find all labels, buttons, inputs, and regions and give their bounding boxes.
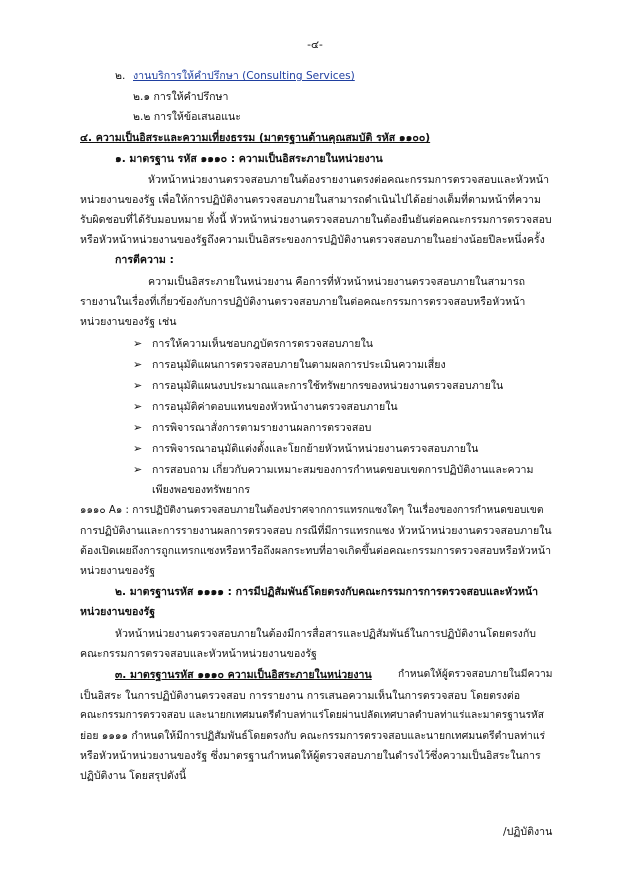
bullet-item: การให้ความเห็นชอบกฎบัตรการตรวจสอบภายใน [152, 338, 374, 350]
bullet-item-continuation: เพียงพอของทรัพยากร [152, 484, 251, 496]
paragraph3-line: ต้องเปิดเผยถึงการถูกแทรกแซงหรือหารือถึงผลกระทบที่อาจเกิดขึ้นต่อคณะกรรมการตรวจสอบหรือหัวหน้า [80, 545, 552, 557]
paragraph5-line: คณะกรรมการตรวจสอบ และนายกเทศมนตรีตำบลท่าแร่โดยผ่านปลัดเทศบาลตำบลท่าแร่และมาตรฐานรหัส [80, 710, 544, 721]
section2-sub1: ๒.๑ การให้คำปรึกษา [133, 91, 229, 103]
paragraph4-line: หัวหน้าหน่วยงานตรวจสอบภายในต้องมีการสื่อสารและปฏิสัมพันธ์ในการปฏิบัติงานโดยตรงกับ [115, 628, 536, 640]
continuation-marker: /ปฏิบัติงาน [503, 826, 553, 838]
arrow-bullet-icon: ➢ [133, 442, 143, 455]
page-number: -๔- [307, 39, 323, 51]
paragraph3-line: การปฏิบัติงานและการรายงานผลการตรวจสอบ กรณีที่มีการแทรกแซง หัวหน้าหน่วยงานตรวจสอบภายใน [80, 525, 552, 537]
paragraph1-line: รับผิดชอบที่ได้รับมอบหมาย ทั้งนี้ หัวหน้าหน่วยงานตรวจสอบภายในต้องยืนยันต่อคณะกรรมการตรวจสอบ [80, 214, 552, 226]
arrow-bullet-icon: ➢ [133, 379, 143, 392]
arrow-bullet-icon: ➢ [133, 463, 143, 476]
arrow-bullet-icon: ➢ [133, 400, 143, 413]
bullet-item: การอนุมัติแผนงบประมาณและการใช้ทรัพยากรของหน่วยงานตรวจสอบภายใน [152, 380, 504, 392]
standard1-heading: ๑. มาตรฐาน รหัส ๑๑๑๐ : ความเป็นอิสระภายในหน่วยงาน [115, 153, 383, 165]
bullet-item: การอนุมัติค่าตอบแทนของหัวหน้างานตรวจสอบภายใน [152, 401, 398, 413]
bullet-item: การสอบถาม เกี่ยวกับความเหมาะสมของการกำหนดขอบเขตการปฏิบัติงานและความ [152, 464, 534, 476]
section2-number: ๒. [115, 70, 126, 82]
arrow-bullet-icon: ➢ [133, 358, 143, 371]
arrow-bullet-icon: ➢ [133, 421, 143, 434]
paragraph1-line: หน่วยงานของรัฐ เพื่อให้การปฏิบัติงานตรวจสอบภายในสามารถดำเนินไปได้อย่างเต็มที่ตามหน้าที่ความ [80, 194, 541, 206]
arrow-bullet-icon: ➢ [133, 337, 143, 350]
paragraph5-line: เป็นอิสระ ในการปฏิบัติงานตรวจสอบ การรายงาน การเสนอความเห็นในการตรวจสอบ โดยตรงต่อ [80, 690, 521, 702]
standard3-heading-tail: กำหนดให้ผู้ตรวจสอบภายในมีความ [398, 669, 553, 680]
section2-sub2: ๒.๒ การให้ข้อเสนอแนะ [133, 111, 241, 123]
section4-heading: ๔. ความเป็นอิสระและความเที่ยงธรรม (มาตรฐานด้านคุณสมบัติ รหัส ๑๑๐๐) [80, 132, 431, 144]
paragraph3-line: ๑๑๑๐ A๑ : การปฏิบัติงานตรวจสอบภายในต้องปราศจากการแทรกแซงใดๆ ในเรื่องของการกำหนดขอบเขต [80, 505, 544, 516]
paragraph5-line: หรือหัวหน้าหน่วยงานของรัฐ ซึ่งมาตรฐานกำหนดให้ผู้ตรวจสอบภายในดำรงไว้ซึ่งความเป็นอิสระในการ [80, 750, 541, 762]
paragraph2-line: หน่วยงานของรัฐ เช่น [80, 316, 177, 328]
standard2-heading-cont: หน่วยงานของรัฐ [80, 606, 156, 618]
standard2-heading: ๒. มาตรฐานรหัส ๑๑๑๑ : การมีปฏิสัมพันธ์โดยตรงกับคณะกรรมการการตรวจสอบและหัวหน้า [115, 586, 539, 598]
paragraph3-line: หน่วยงานของรัฐ [80, 565, 156, 577]
paragraph2-line: รายงานในเรื่องที่เกี่ยวข้องกับการปฏิบัติงานตรวจสอบภายในต่อคณะกรรมการตรวจสอบหรือหัวหน้า [80, 296, 526, 308]
paragraph2-line: ความเป็นอิสระภายในหน่วยงาน คือการที่หัวหน้าหน่วยงานตรวจสอบภายในสามารถ [148, 276, 526, 288]
paragraph4-line: คณะกรรมการตรวจสอบและหัวหน้าหน่วยงานของรัฐ [80, 648, 317, 660]
paragraph1-line: หรือหัวหน้าหน่วยงานของรัฐถึงความเป็นอิสระของการปฏิบัติงานตรวจสอบภายในอย่างน้อยปีละหนึ่งครั้ง [80, 234, 545, 246]
paragraph1-line: หัวหน้าหน่วยงานตรวจสอบภายในต้องรายงานตรงต่อคณะกรรมการตรวจสอบและหัวหน้า [148, 174, 550, 186]
section2-title: งานบริการให้คำปรึกษา (Consulting Services) [133, 70, 355, 82]
bullet-item: การพิจารณาอนุมัติแต่งตั้งและโยกย้ายหัวหน้าหน่วยงานตรวจสอบภายใน [152, 443, 479, 455]
paragraph5-line: ปฏิบัติงาน โดยสรุปดังนี้ [80, 770, 187, 782]
interpretation-label: การตีความ : [115, 254, 174, 266]
standard3-heading: ๓. มาตรฐานรหัส ๑๑๑๐ ความเป็นอิสระภายในหน่วยงาน [115, 669, 372, 681]
paragraph5-line: ย่อย ๑๑๑๑ กำหนดให้มีการปฏิสัมพันธ์โดยตรงกับ คณะกรรมการตรวจสอบและนายกเทศมนตรีตำบลท่าแร่ [80, 730, 546, 742]
bullet-item: การพิจารณาสั่งการตามรายงานผลการตรวจสอบ [152, 422, 372, 434]
bullet-item: การอนุมัติแผนการตรวจสอบภายในตามผลการประเมินความเสี่ยง [152, 359, 446, 371]
